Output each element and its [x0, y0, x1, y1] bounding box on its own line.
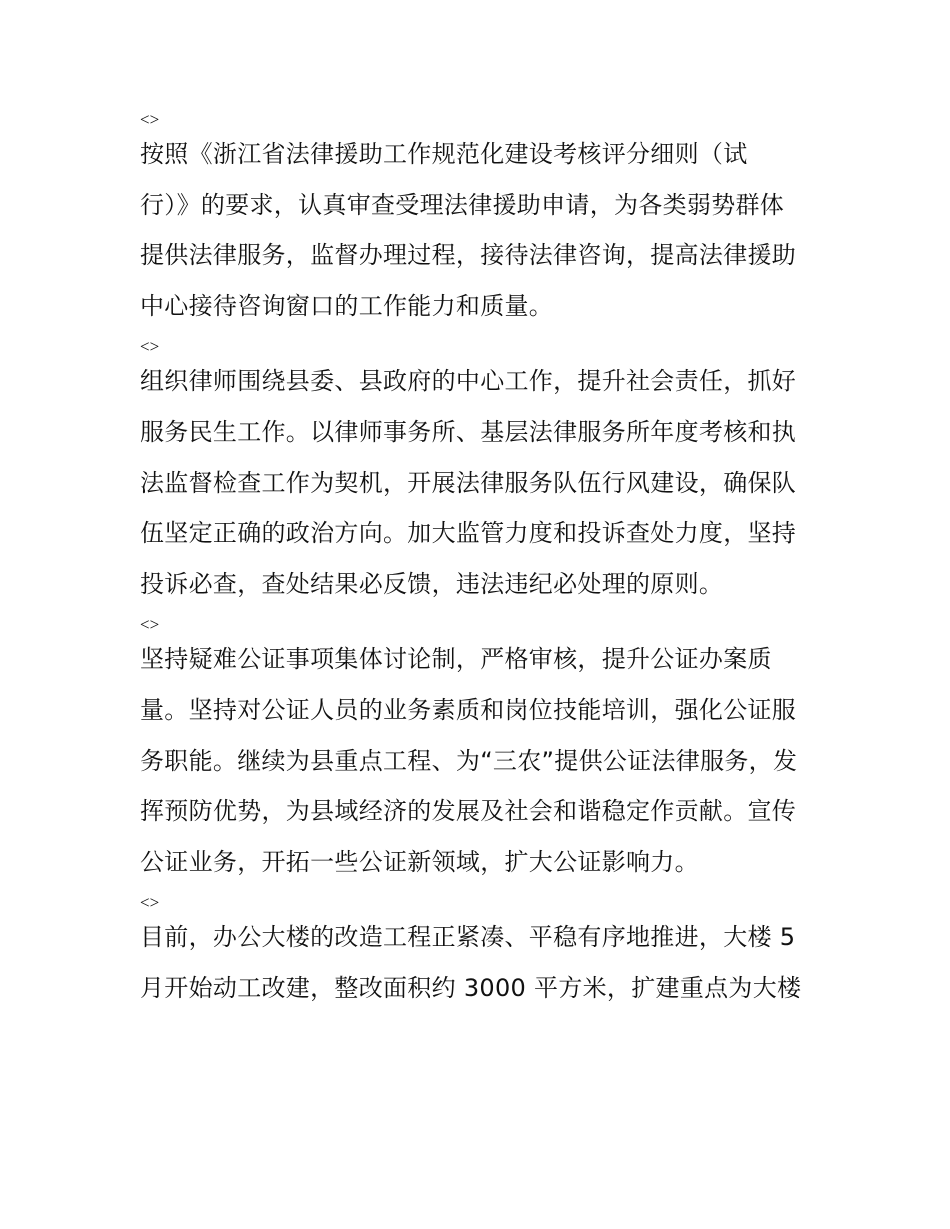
section-marker: <>	[140, 893, 160, 913]
text-line: 中心接待咨询窗口的工作能力和质量。	[140, 291, 554, 320]
paragraph-legal-aid	[140, 129, 820, 331]
document-body	[140, 104, 820, 1014]
text-line: 坚持疑难公证事项集体讨论制，严格审核，提升公证办案质	[140, 645, 772, 674]
text-line: 按照《浙江省法律援助工作规范化建设考核评分细则（试	[140, 140, 748, 168]
text-line: 月开始动工改建，整改面积约 3000 平方米，扩建重点为大楼	[140, 973, 802, 1002]
text-line: 行）》的要求，认真审查受理法律援助申请，为各类弱势群体	[140, 190, 785, 219]
text-line: 量。坚持对公证人员的业务素质和岗位技能培训，强化公证服	[140, 695, 797, 724]
text-line: 提供法律服务，监督办理过程，接待法律咨询，提高法律援助	[140, 241, 797, 270]
text-line: 挥预防优势，为县域经济的发展及社会和谐稳定作贡献。宣传	[140, 797, 797, 826]
text-line: 目前，办公大楼的改造工程正紧凑、平稳有序地推进，大楼 5	[140, 923, 796, 952]
text-line: 服务民生工作。以律师事务所、基层法律服务所年度考核和执	[140, 417, 797, 446]
text-line: 投诉必查，查处结果必反馈，违法违纪必处理的原则。	[140, 569, 724, 598]
text-line: 法监督检查工作为契机，开展法律服务队伍行风建设，确保队	[140, 468, 797, 497]
paragraph-lawyers	[140, 356, 820, 609]
text-line: 公证业务，开拓一些公证新领域，扩大公证影响力。	[140, 847, 699, 876]
text-line: 务职能。继续为县重点工程、为“三农”提供公证法律服务，发	[140, 746, 798, 775]
section-marker: <>	[140, 615, 160, 635]
text-line: 伍坚定正确的政治方向。加大监管力度和投诉查处力度，坚持	[140, 519, 797, 548]
section-marker: <>	[140, 337, 160, 357]
paragraph-notary	[140, 634, 820, 887]
text-line: 组织律师围绕县委、县政府的中心工作，提升社会责任，抓好	[140, 367, 797, 396]
paragraph-office-building	[140, 912, 820, 1013]
section-marker: <>	[140, 110, 160, 129]
